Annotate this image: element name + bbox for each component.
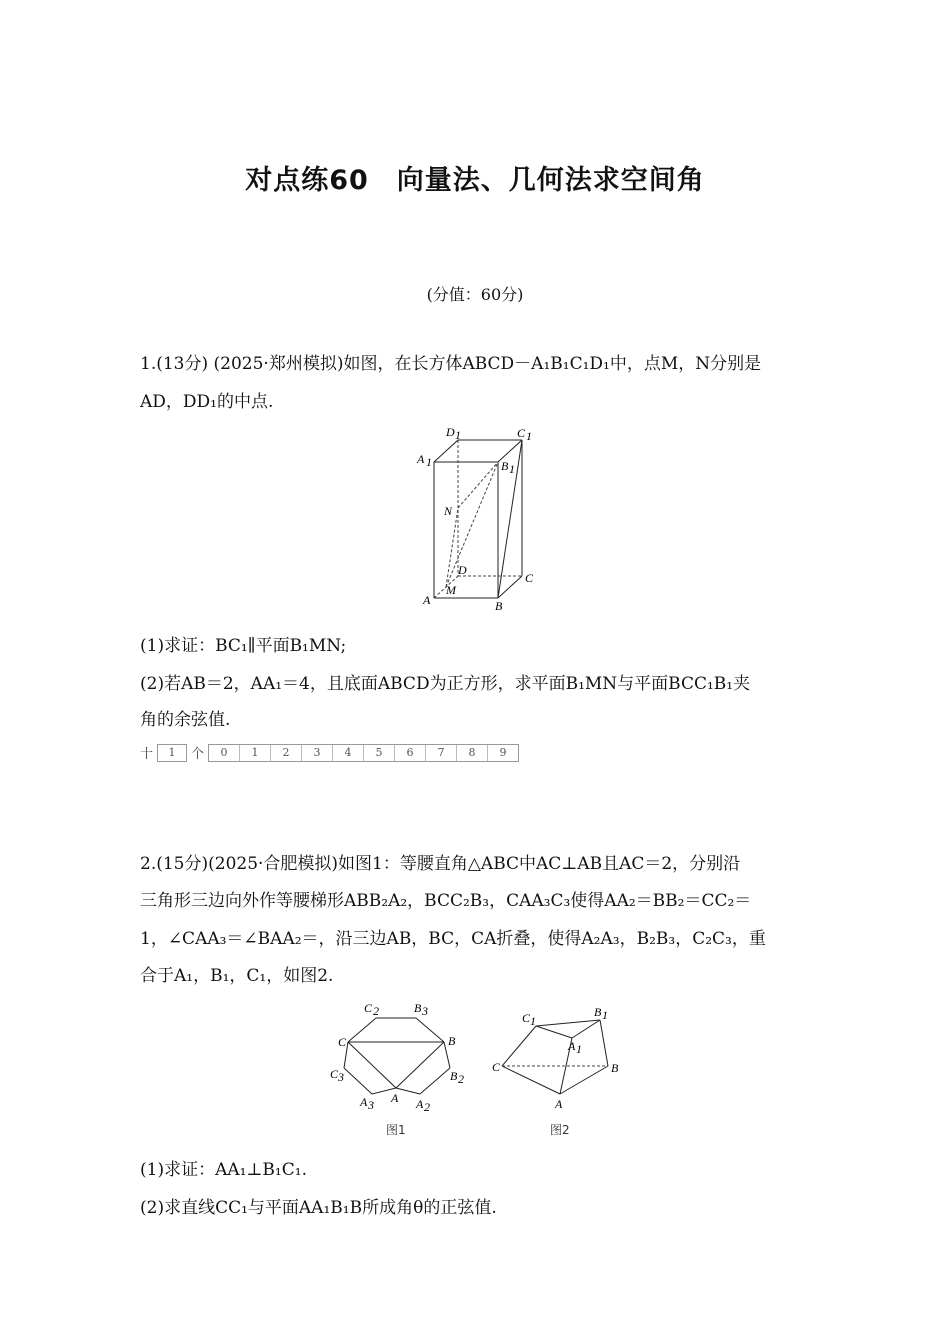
page-title: 对点练60 向量法、几何法求空间角 bbox=[245, 165, 705, 196]
f1-label-B: B bbox=[448, 1034, 456, 1048]
digit-1[interactable]: 1 bbox=[240, 745, 271, 761]
svg-text:3: 3 bbox=[368, 1098, 374, 1112]
f1-label-C2: C bbox=[364, 1001, 373, 1015]
f2-label-A: A bbox=[555, 1097, 563, 1111]
q1-stem-line1: 1.(13分) (2025·郑州模拟)如图，在长方体ABCD－A₁B₁C₁D₁中，点M，N分别是 bbox=[140, 354, 762, 374]
svg-text:2: 2 bbox=[373, 1004, 379, 1018]
f1-label-A2: A bbox=[416, 1097, 424, 1111]
score-box[interactable]: 1 bbox=[157, 744, 187, 762]
score-note: (分值：60分) bbox=[426, 285, 524, 304]
q1-cuboid-figure bbox=[410, 422, 550, 614]
digit-9[interactable]: 9 bbox=[499, 745, 507, 759]
svg-text:1: 1 bbox=[602, 1008, 608, 1022]
f2-label-B1: B bbox=[594, 1005, 602, 1019]
svg-text:1: 1 bbox=[455, 428, 461, 442]
unit-label: 个 bbox=[191, 747, 205, 762]
q2-figures bbox=[320, 996, 630, 1142]
label-A1: A bbox=[417, 452, 425, 466]
digit-7[interactable]: 7 bbox=[426, 745, 457, 761]
q1-part2-line2: 角的余弦值. bbox=[140, 710, 231, 730]
digit-0[interactable]: 0 bbox=[209, 745, 240, 761]
label-C1: C bbox=[517, 426, 526, 440]
q2-part1: (1)求证：AA₁⊥B₁C₁. bbox=[140, 1160, 307, 1180]
digit-5[interactable]: 5 bbox=[364, 745, 395, 761]
q1-part1: (1)求证：BC₁∥平面B₁MN; bbox=[140, 636, 347, 656]
f1-label-C: C bbox=[338, 1035, 347, 1049]
label-C: C bbox=[525, 571, 534, 585]
label-M: M bbox=[446, 583, 456, 597]
svg-text:1: 1 bbox=[509, 462, 515, 476]
f2-label-A1: A bbox=[568, 1039, 576, 1053]
q2-stem-line1: 2.(15分)(2025·合肥模拟)如图1：等腰直角△ABC中AC⊥AB且AC＝2，分别沿 bbox=[140, 854, 741, 874]
svg-text:3: 3 bbox=[338, 1070, 344, 1084]
q2-part2: (2)求直线CC₁与平面AA₁B₁B所成角θ的正弦值. bbox=[140, 1198, 497, 1218]
f1-label-C3: C bbox=[330, 1067, 339, 1081]
f2-label-C: C bbox=[492, 1060, 501, 1074]
q1-stem-line2: AD，DD₁的中点. bbox=[140, 392, 274, 412]
label-B: B bbox=[495, 599, 503, 613]
label-D1: D bbox=[446, 425, 455, 439]
svg-text:3: 3 bbox=[422, 1004, 428, 1018]
fig1-caption: 图1 bbox=[386, 1123, 406, 1137]
ten-label: 十 bbox=[140, 747, 154, 762]
q2-stem-line3: 1，∠CAA₃＝∠BAA₂＝，沿三边AB，BC，CA折叠，使得A₂A₃，B₂B₃，C₂C₃，重 bbox=[140, 929, 766, 949]
f1-label-B3: B bbox=[414, 1001, 422, 1015]
digit-selector bbox=[208, 744, 519, 762]
svg-text:1: 1 bbox=[576, 1042, 582, 1056]
svg-text:2: 2 bbox=[424, 1100, 430, 1114]
digit-3[interactable]: 3 bbox=[302, 745, 333, 761]
svg-text:2: 2 bbox=[458, 1072, 464, 1086]
digit-2[interactable]: 2 bbox=[271, 745, 302, 761]
answer-score-bar bbox=[140, 743, 519, 762]
q1-part2-line1: (2)若AB＝2，AA₁＝4，且底面ABCD为正方形，求平面B₁MN与平面BCC₁B₁夹 bbox=[140, 674, 751, 694]
f1-label-A3: A bbox=[360, 1095, 368, 1109]
digit-6[interactable]: 6 bbox=[395, 745, 426, 761]
q2-stem-line2: 三角形三边向外作等腰梯形ABB₂A₂，BCC₂B₃，CAA₃C₃使得AA₂＝BB₂＝CC₂＝ bbox=[140, 891, 752, 911]
label-D: D bbox=[458, 563, 467, 577]
digit-4[interactable]: 4 bbox=[333, 745, 364, 761]
f1-label-B2: B bbox=[450, 1069, 458, 1083]
q2-stem-line4: 合于A₁，B₁，C₁，如图2. bbox=[140, 966, 334, 986]
svg-text:1: 1 bbox=[426, 455, 432, 469]
f2-label-B: B bbox=[611, 1061, 619, 1075]
label-B1: B bbox=[501, 459, 509, 473]
fig2-caption: 图2 bbox=[550, 1123, 570, 1137]
label-N: N bbox=[444, 504, 453, 518]
label-A: A bbox=[423, 593, 431, 607]
svg-text:1: 1 bbox=[530, 1014, 536, 1028]
f1-label-A: A bbox=[391, 1091, 399, 1105]
svg-text:1: 1 bbox=[526, 429, 532, 443]
f2-label-C1: C bbox=[522, 1011, 531, 1025]
digit-8[interactable]: 8 bbox=[457, 745, 488, 761]
